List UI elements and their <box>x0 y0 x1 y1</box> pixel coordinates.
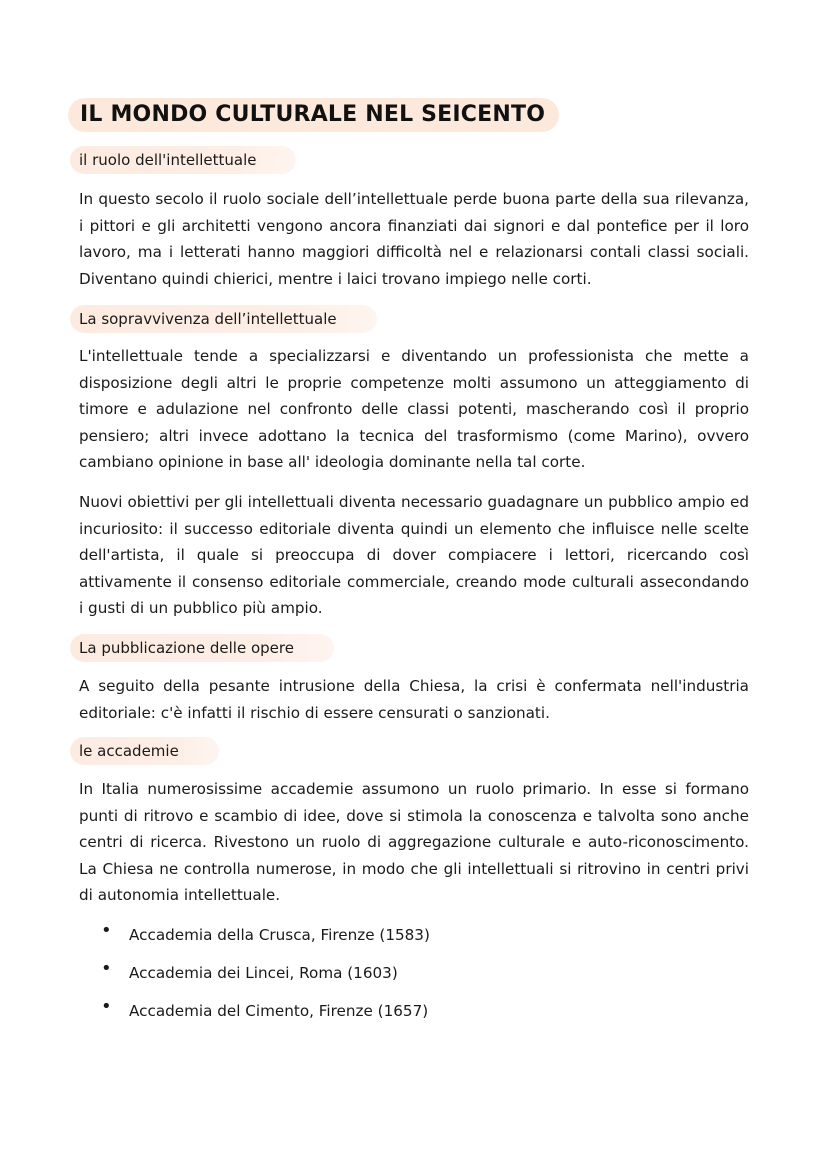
paragraph-publication: A seguito della pesante intrusione della Chiesa, la crisi è confermata nell'industria editoriale: c'è infatti il rischio di essere censurati o sanzionati. <box>79 677 749 722</box>
section-heading-publication: La pubblicazione delle opere <box>70 634 334 662</box>
list-item-text: Accademia del Cimento, Firenze (1657) <box>129 1002 429 1020</box>
paragraph-survival-1: L'intellettuale tende a specializzarsi e diventando un professionista che mette a disposizione degli altri le proprie competenze molti assumono un atteggiamento di timore e adulazione nel confronto delle classi potenti, mascherando così il proprio pensiero; altri invece adottano la tecnica del trasformismo (come Marino), ovvero cambiano opinione in base all' ideologia dominante nella tal corte. <box>79 347 749 472</box>
page-title: IL MONDO CULTURALE NEL SEICENTO <box>68 98 559 132</box>
section-heading-survival: La sopravvivenza dell’intellettuale <box>70 305 377 333</box>
paragraph-intellectual-role: In questo secolo il ruolo sociale dell’intellettuale perde buona parte della sua rilevanza, i pittori e gli architetti vengono ancora finanziati dai signori e dal pontefice per il loro lavoro, ma i letterati hanno maggiori difficoltà nel e relazionarsi contali classi sociali. Diventano quindi chierici, mentre i laici trovano impiego nelle corti. <box>79 190 749 288</box>
paragraph-survival-2: Nuovi obiettivi per gli intellettuali diventa necessario guadagnare un pubblico ampio ed incuriosito: il successo editoriale diventa quindi un elemento che influisce nelle scelte dell'artista, il quale si preoccupa di dover compiacere i lettori, ricercando così attivamente il consenso editoriale commerciale, creando mode culturali assecondando i gusti di un pubblico più ampio. <box>79 493 749 618</box>
bullet-icon: • <box>101 958 112 979</box>
paragraph-academies: In Italia numerosissime accademie assumono un ruolo primario. In esse si formano punti di ritrovo e scambio di idee, dove si stimola la conoscenza e talvolta sono anche centri di ricerca. Rivestono un ruolo di aggregazione culturale e auto-riconoscimento. La Chiesa ne controlla numerose, in modo che gli intellettuali si ritrovino in centri privi di autonomia intellettuale. <box>79 780 749 905</box>
section-heading-intellectual-role: il ruolo dell'intellettuale <box>70 146 296 174</box>
list-item-text: Accademia dei Lincei, Roma (1603) <box>129 964 398 982</box>
bullet-icon: • <box>101 996 112 1017</box>
list-item-text: Accademia della Crusca, Firenze (1583) <box>129 926 430 944</box>
section-heading-academies: le accademie <box>70 737 219 765</box>
bullet-icon: • <box>101 920 112 941</box>
